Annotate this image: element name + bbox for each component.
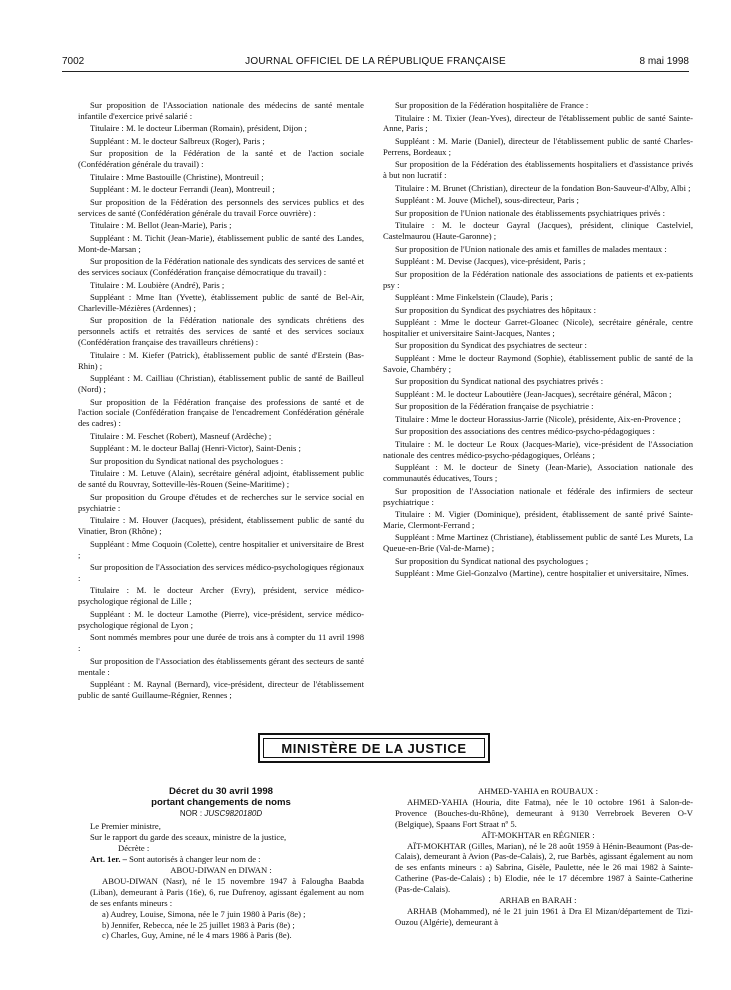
- name-change-entry: ABOU-DIWAN en DIWAN :: [170, 865, 272, 876]
- name-change-entry: a) Audrey, Louise, Simona, née le 7 juin 1980 à Paris (8e) ;: [102, 908, 306, 919]
- paragraph: Sur proposition de l'Association des services médico-psychologiques régionaux :: [78, 562, 364, 583]
- decree-title-line1: Décret du 30 avril 1998: [169, 786, 273, 797]
- paragraph: Sur proposition de la Fédération française des professions de santé et de l'action sociale (Confédération française de l'encadrement Confédération générale des cadres) :: [78, 396, 364, 429]
- paragraph: Suppléant : M. le docteur Ballaj (Henri-Victor), Saint-Denis ;: [90, 443, 301, 454]
- left-column: [78, 100, 364, 702]
- journal-title: JOURNAL OFFICIEL DE LA RÉPUBLIQUE FRANÇAISE: [245, 56, 506, 67]
- ministry-title: MINISTÈRE DE LA JUSTICE: [263, 738, 485, 758]
- paragraph: Sur proposition du Syndicat des psychiatres des hôpitaux :: [395, 304, 596, 315]
- paragraph: Sur proposition de l'Union nationale des amis et familles de malades mentaux :: [395, 243, 667, 254]
- article-text: Sont autorisés à changer leur nom de :: [129, 854, 261, 865]
- paragraph: Titulaire : M. le docteur Gayral (Jacques), président, clinique Castelviel, Castelmaurou (Haute-Garonne) ;: [383, 220, 693, 242]
- name-change-entry: AHMED-YAHIA (Houria, dite Fatma), née le 10 octobre 1961 à Salon-de-Provence (Bouches-du-Rhône), demeurant à 9130 Verrebroek Beveren O-V (Belgique), Spaans Fort Straat nº 5.: [395, 796, 693, 829]
- paragraph: Sur proposition de la Fédération nationale des associations de patients et ex-patients psy :: [383, 268, 693, 290]
- decree-title-line2: portant changements de noms: [151, 797, 291, 809]
- paragraph: Titulaire : M. Tixier (Jean-Yves), directeur de l'établissement public de santé Sainte-Anne, Paris ;: [383, 112, 693, 134]
- paragraph: Titulaire : M. le docteur Archer (Evry), président, service médico-psychologique régional de Lille ;: [78, 585, 364, 607]
- paragraph: Sur proposition de la Fédération de la santé et de l'action sociale (Confédération générale du travail) :: [78, 148, 364, 170]
- header-rule: [62, 71, 689, 72]
- paragraph: Suppléant : M. le docteur Laboutière (Jean-Jacques), secrétaire général, Mâcon ;: [395, 388, 672, 399]
- nor-code: JUSC9820180D: [204, 809, 263, 819]
- paragraph: Suppléant : Mme Coquoin (Colette), centre hospitalier et universitaire de Brest ;: [78, 538, 364, 560]
- page-header: [62, 56, 689, 72]
- paragraph: Suppléant : M. Marie (Daniel), directeur de l'établissement public de santé Charles-Perrens, Bordeaux ;: [383, 135, 693, 157]
- decree-left-entries: [78, 865, 364, 941]
- paragraph: Titulaire : M. Kiefer (Patrick), établissement public de santé d'Erstein (Bas-Rhin) ;: [78, 349, 364, 371]
- nor-reference: [78, 808, 364, 819]
- paragraph: Titulaire : M. le docteur Le Roux (Jacques-Marie), vice-président de l'Association nationale des centres médico-psycho-pédagogiques, Orléans ;: [383, 438, 693, 460]
- paragraph: Titulaire : M. Brunet (Christian), directeur de la fondation Bon-Sauveur-d'Alby, Albi ;: [395, 182, 691, 193]
- decree-intro-2: Sur le rapport du garde des sceaux, ministre de la justice,: [90, 832, 287, 843]
- paragraph: Sur proposition de la Fédération nationale des syndicats des services de santé et des services sociaux (Confédération française démocratique du travail) :: [78, 256, 364, 278]
- name-change-entry: AÏT-MOKHTAR en RÉGNIER :: [481, 829, 595, 840]
- article-label: Art. 1er. –: [90, 854, 127, 865]
- decree-intro-1: Le Premier ministre,: [90, 821, 161, 832]
- paragraph: Suppléant : Mme Giel-Gonzalvo (Martine), centre hospitalier et universitaire, Nîmes.: [395, 568, 689, 579]
- paragraph: Suppléant : M. Raynal (Bernard), vice-président, directeur de l'établissement public de santé Guillaume-Régnier, Rennes ;: [78, 679, 364, 700]
- paragraph: Sont nommés membres pour une durée de trois ans à compter du 11 avril 1998 :: [78, 632, 364, 654]
- paragraph: Suppléant : M. Tichit (Jean-Marie), établissement public de santé des Landes, Mont-de-Marsan ;: [78, 232, 364, 254]
- ministry-heading-box: [258, 733, 490, 763]
- paragraph: Suppléant : M. Jouve (Michel), sous-directeur, Paris ;: [395, 195, 579, 206]
- issue-date: 8 mai 1998: [639, 56, 689, 67]
- paragraph: Sur proposition de la Fédération hospitalière de France :: [395, 100, 589, 110]
- page-number: 7002: [62, 56, 85, 67]
- name-change-entry: ARHAB en BARAH :: [499, 895, 577, 906]
- paragraph: Sur proposition de l'Union nationale des établissements psychiatriques privés :: [395, 207, 666, 218]
- paragraph: Sur proposition du Syndicat national des psychiatres privés :: [395, 376, 604, 387]
- paragraph: Titulaire : M. Bellot (Jean-Marie), Paris ;: [90, 220, 232, 231]
- decree-right-column: [383, 786, 693, 928]
- paragraph: Suppléant : M. Cailliau (Christian), établissement public de santé de Bailleul (Nord) ;: [78, 373, 364, 395]
- paragraph: Titulaire : Mme Bastouille (Christine), Montreuil ;: [90, 171, 264, 182]
- paragraph: Titulaire : M. le docteur Liberman (Romain), président, Dijon ;: [90, 123, 307, 134]
- paragraph: Titulaire : M. Vigier (Dominique), président, établissement de santé privé Sainte-Marie, Clermont-Ferrand ;: [383, 509, 693, 530]
- paragraph: Suppléant : Mme le docteur Garret-Gloanec (Nicole), secrétaire générale, centre hospitalier et universitaire Saint-Jacques, Nantes ;: [383, 317, 693, 338]
- paragraph: Suppléant : M. le docteur Lamothe (Pierre), vice-président, service médico-psychologique régional de Lyon ;: [78, 608, 364, 630]
- paragraph: Suppléant : M. Devise (Jacques), vice-président, Paris ;: [395, 256, 586, 267]
- paragraph: Sur proposition de la Fédération française de psychiatrie :: [395, 401, 594, 412]
- paragraph: Sur proposition du Syndicat des psychiatres de secteur :: [395, 340, 587, 351]
- right-column: [383, 100, 693, 581]
- paragraph: Suppléant : Mme Finkelstein (Claude), Paris ;: [395, 292, 553, 303]
- paragraph: Suppléant : Mme Martinez (Christiane), établissement public de santé Les Murets, La Queue-en-Brie (Val-de-Marne) ;: [383, 532, 693, 554]
- paragraph: Sur proposition du Syndicat national des psychologues :: [90, 455, 284, 466]
- paragraph: Titulaire : Mme le docteur Horassius-Jarrie (Nicole), présidente, Aix-en-Provence ;: [395, 413, 681, 424]
- decree-decrete: Décrète :: [118, 843, 150, 854]
- name-change-entry: AÏT-MOKHTAR (Gilles, Marian), né le 28 août 1959 à Hénin-Beaumont (Pas-de-Calais), demeurant à Avion (Pas-de-Calais), 2, rue Barbès, agissant également au nom de ses enfants mineurs : a) Sabrina, Gisèle, Paulette, née le 26 mai 1982 à Sainte-Catherine (Pas-de-Calais) ; b) Elodie, née le 17 décembre 1987 à Sainte-Catherine (Pas-de-Calais).: [395, 840, 693, 895]
- paragraph: Sur proposition de la Fédération nationale des syndicats chrétiens des personnels actifs et retraités des services de santé et des services sociaux (Confédération française des travailleurs chrétiens) :: [78, 315, 364, 348]
- paragraph: Sur proposition de la Fédération des personnels des services publics et des services de santé (Confédération générale du travail Force ouvrière) :: [78, 196, 364, 218]
- nor-label: NOR :: [179, 809, 203, 819]
- name-change-entry: b) Jennifer, Rebecca, née le 25 juillet 1983 à Paris (8e) ;: [102, 919, 295, 930]
- paragraph: Sur proposition de l'Association des établissements gérant des secteurs de santé mentale :: [78, 655, 364, 677]
- paragraph: Suppléant : Mme le docteur Raymond (Sophie), établissement public de santé de la Savoie, Chambéry ;: [383, 352, 693, 374]
- decree-left-column: [78, 786, 364, 941]
- paragraph: Titulaire : M. Letuve (Alain), secrétaire général adjoint, établissement public de santé du Rouvray, Sotteville-lès-Rouen (Seine-Maritime) ;: [78, 468, 364, 490]
- paragraph: Titulaire : M. Feschet (Robert), Masneuf (Ardèche) ;: [90, 430, 272, 441]
- paragraph: Sur proposition de l'Association nationale des médecins de santé mentale infantile d'exercice privé salarié :: [78, 100, 364, 121]
- paragraph: Sur proposition des associations des centres médico-psycho-pédagogiques :: [395, 426, 655, 437]
- paragraph: Titulaire : M. Loubière (André), Paris ;: [90, 279, 225, 290]
- name-change-entry: ABOU-DIWAN (Nasr), né le 15 novembre 1947 à Falougha Baabda (Liban), demeurant à Paris (16e), 6, rue Dufrenoy, agissant également au nom de ses enfants mineurs :: [90, 875, 364, 908]
- name-change-entry: c) Charles, Guy, Amine, né le 4 mars 1986 à Paris (8e).: [102, 930, 292, 941]
- name-change-entry: ARHAB (Mohammed), né le 21 juin 1961 à Dra El Mizan/département de Tizi-Ouzou (Algérie), demeurant à: [395, 905, 693, 927]
- name-change-entry: AHMED-YAHIA en ROUBAUX :: [477, 786, 599, 796]
- paragraph: Sur proposition de la Fédération des établissements hospitaliers et d'assistance privés à but non lucratif :: [383, 159, 693, 181]
- paragraph: Suppléant : M. le docteur de Sinety (Jean-Marie), Association nationale des communautés éducatives, Tours ;: [383, 462, 693, 484]
- paragraph: Sur proposition de l'Association nationale et fédérale des infirmiers de secteur psychiatrique :: [383, 485, 693, 507]
- article-1: [78, 854, 364, 865]
- paragraph: Titulaire : M. Houver (Jacques), président, établissement public de santé du Vinatier, Bron (Rhône) ;: [78, 515, 364, 537]
- paragraph: Sur proposition du Groupe d'études et de recherches sur le service social en psychiatrie :: [78, 491, 364, 513]
- paragraph: Suppléant : Mme Itan (Yvette), établissement public de santé de Bel-Air, Charleville-Mézières (Ardennes) ;: [78, 292, 364, 313]
- paragraph: Suppléant : M. le docteur Ferrandi (Jean), Montreuil ;: [90, 184, 275, 195]
- paragraph: Sur proposition du Syndicat national des psychologues ;: [395, 555, 589, 566]
- paragraph: Suppléant : M. le docteur Salbreux (Roger), Paris ;: [90, 135, 265, 146]
